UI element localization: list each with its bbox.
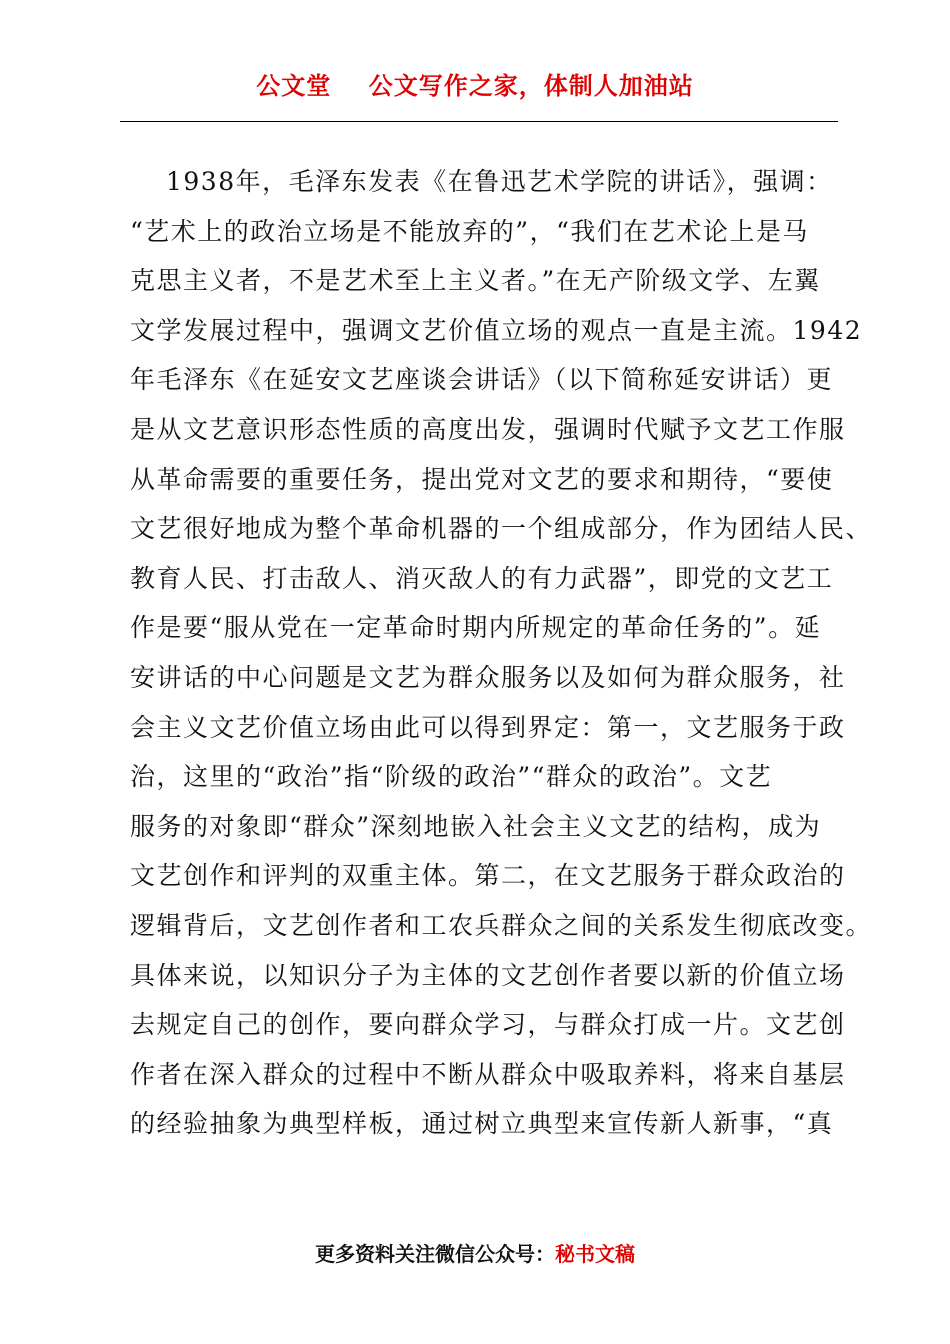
text-line: 年毛泽东《在延安文艺座谈会讲话》（以下简称延安讲话）更 [130, 365, 834, 395]
text-line: 的经验抽象为典型样板，通过树立典型来宣传新人新事，“真 [130, 1109, 834, 1139]
text-line: 作是要“服从党在一定革命时期内所规定的革命任务的”。延 [130, 613, 822, 643]
text-line: 教育人民、打击敌人、消灭敌人的有力武器”，即党的文艺工 [130, 563, 834, 593]
text-line: 从革命需要的重要任务，提出党对文艺的要求和期待，“要使 [130, 464, 834, 494]
text-line: 服务的对象即“群众”深刻地嵌入社会主义文艺的结构，成为 [130, 811, 822, 841]
text-line: 作者在深入群众的过程中不断从群众中吸取养料，将来自基层 [130, 1059, 846, 1089]
text-line: 文艺很好地成为整个革命机器的一个组成部分，作为团结人民、 [130, 514, 873, 544]
text-line: 去规定自己的创作，要向群众学习，与群众打成一片。文艺创 [130, 1010, 846, 1040]
footer-brand: 秘书文稿 [555, 1242, 635, 1266]
text-line: 具体来说，以知识分子为主体的文艺创作者要以新的价值立场 [130, 960, 846, 990]
header-title: 公文堂 公文写作之家，体制人加油站 [256, 72, 694, 100]
text-line: 文学发展过程中，强调文艺价值立场的观点一直是主流。1942 [130, 315, 863, 345]
text-line: 安讲话的中心问题是文艺为群众服务以及如何为群众服务，社 [130, 662, 846, 692]
text-line: 文艺创作和评判的双重主体。第二，在文艺服务于群众政治的 [130, 861, 846, 891]
text-line: “艺术上的政治立场是不能放弃的”，“我们在艺术论上是马 [130, 216, 809, 246]
footer [0, 1238, 950, 1267]
text-line: 1938年，毛泽东发表《在鲁迅艺术学院的讲话》，强调： [166, 167, 833, 196]
footer-prefix: 更多资料关注微信公众号： [315, 1242, 555, 1266]
header-divider [120, 121, 838, 122]
text-line: 逻辑背后，文艺创作者和工农兵群众之间的关系发生彻底改变。 [130, 910, 873, 940]
text-line: 治，这里的“政治”指“阶级的政治”“群众的政治”。文艺 [130, 762, 773, 792]
text-line: 是从文艺意识形态性质的高度出发，强调时代赋予文艺工作服 [130, 414, 846, 444]
body-text [130, 157, 873, 1149]
text-line: 克思主义者，不是艺术至上主义者。”在无产阶级文学、左翼 [130, 266, 821, 296]
text-line: 会主义文艺价值立场由此可以得到界定：第一，文艺服务于政 [130, 712, 846, 742]
